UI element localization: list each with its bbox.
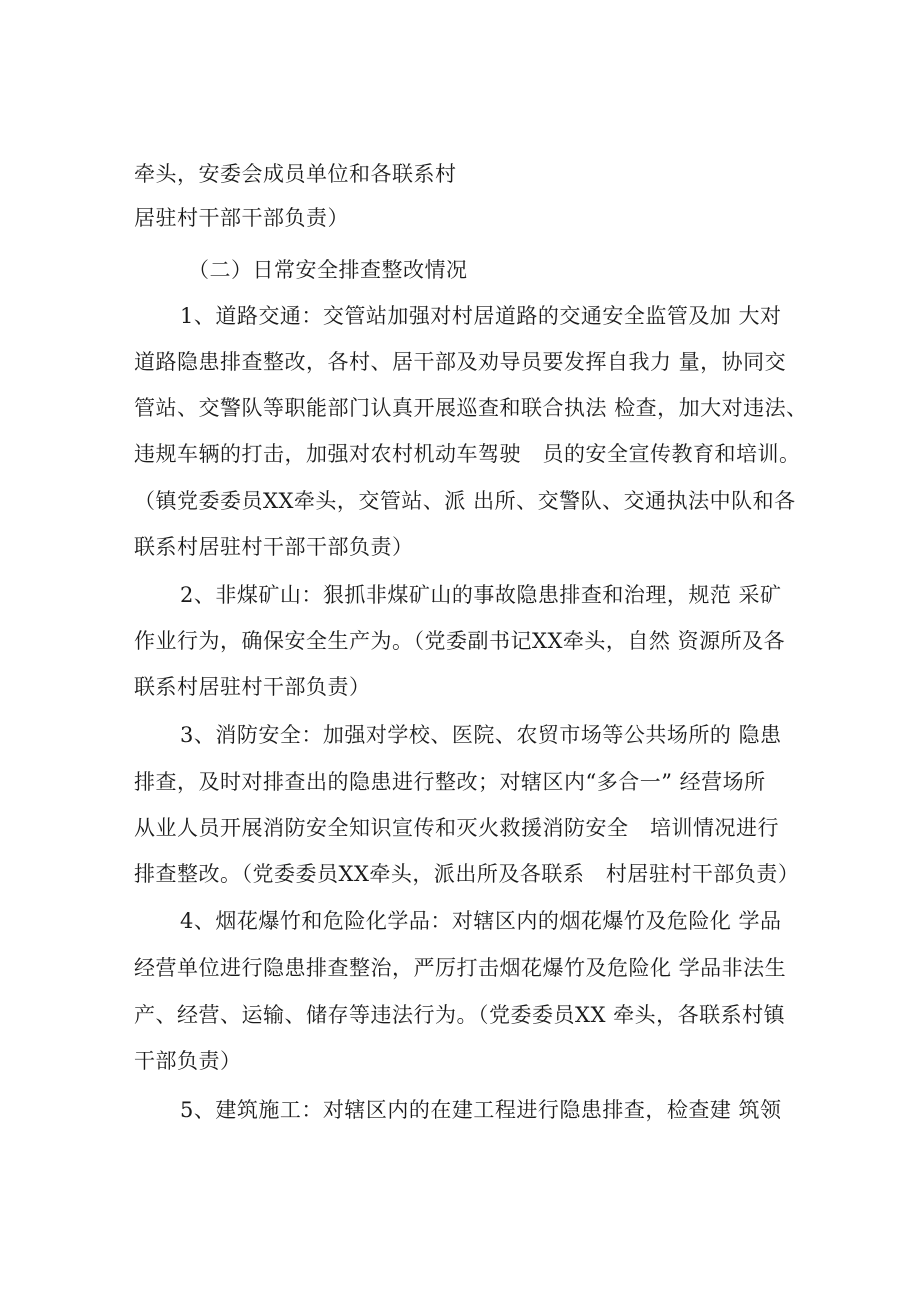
paragraph-5-start: 5、建筑施工：对辖区内的在建工程进行隐患排查，检查建 筑领 [180,1098,782,1122]
body-text-line: 违规车辆的打击，加强对农村机动车驾驶 员的安全宣传教育和培训。 [134,442,801,466]
paragraph-2-start: 2、非煤矿山：狠抓非煤矿山的事故隐患排查和治理，规范 采矿 [180,583,782,607]
paragraph-1-start: 1、道路交通：交管站加强对村居道路的交通安全监管及加 大对 [180,304,782,328]
body-text-line: 联系村居驻村干部负责） [134,675,371,699]
body-text-line: 道路隐患排查整改，各村、居干部及劝导员要发挥自我力 量，协同交 [134,350,787,374]
body-text-line: 干部负责） [134,1049,242,1073]
body-text-line: 经营单位进行隐患排查整治，严厉打击烟花爆竹及危险化 学品非法生 [134,956,787,980]
body-text-line: 牵头，安委会成员单位和各联系村 [134,162,457,186]
body-text-line: 从业人员开展消防安全知识宣传和灭火救援消防安全 培训情况进行 [134,816,780,840]
body-text-line: 排查整改。（党委委员XX牵头，派出所及各联系 村居驻村干部负责） [134,862,800,886]
body-text-line: 联系村居驻村干部干部负责） [134,535,414,559]
body-text-line: 居驻村干部干部负责） [134,206,349,230]
body-text-line: （镇党委委员XX牵头，交管站、派 出所、交警队、交通执法中队和各 [134,489,796,513]
section-heading: （二）日常安全排查整改情况 [188,258,468,282]
paragraph-4-start: 4、烟花爆竹和危险化学品：对辖区内的烟花爆竹及危险化 学品 [180,909,782,933]
paragraph-3-start: 3、消防安全：加强对学校、医院、农贸市场等公共场所的 隐患 [180,723,782,747]
body-text-line: 管站、交警队等职能部门认真开展巡查和联合执法 检查，加大对违法、 [134,396,808,420]
body-text-line: 排查，及时对排查出的隐患进行整改；对辖区内“多合一” 经营场所 [134,770,766,794]
body-text-line: 作业行为，确保安全生产为。（党委副书记XX牵头，自然 资源所及各 [134,629,786,653]
body-text-line: 产、经营、运输、储存等违法行为。（党委委员XX 牵头，各联系村镇 [134,1003,786,1027]
